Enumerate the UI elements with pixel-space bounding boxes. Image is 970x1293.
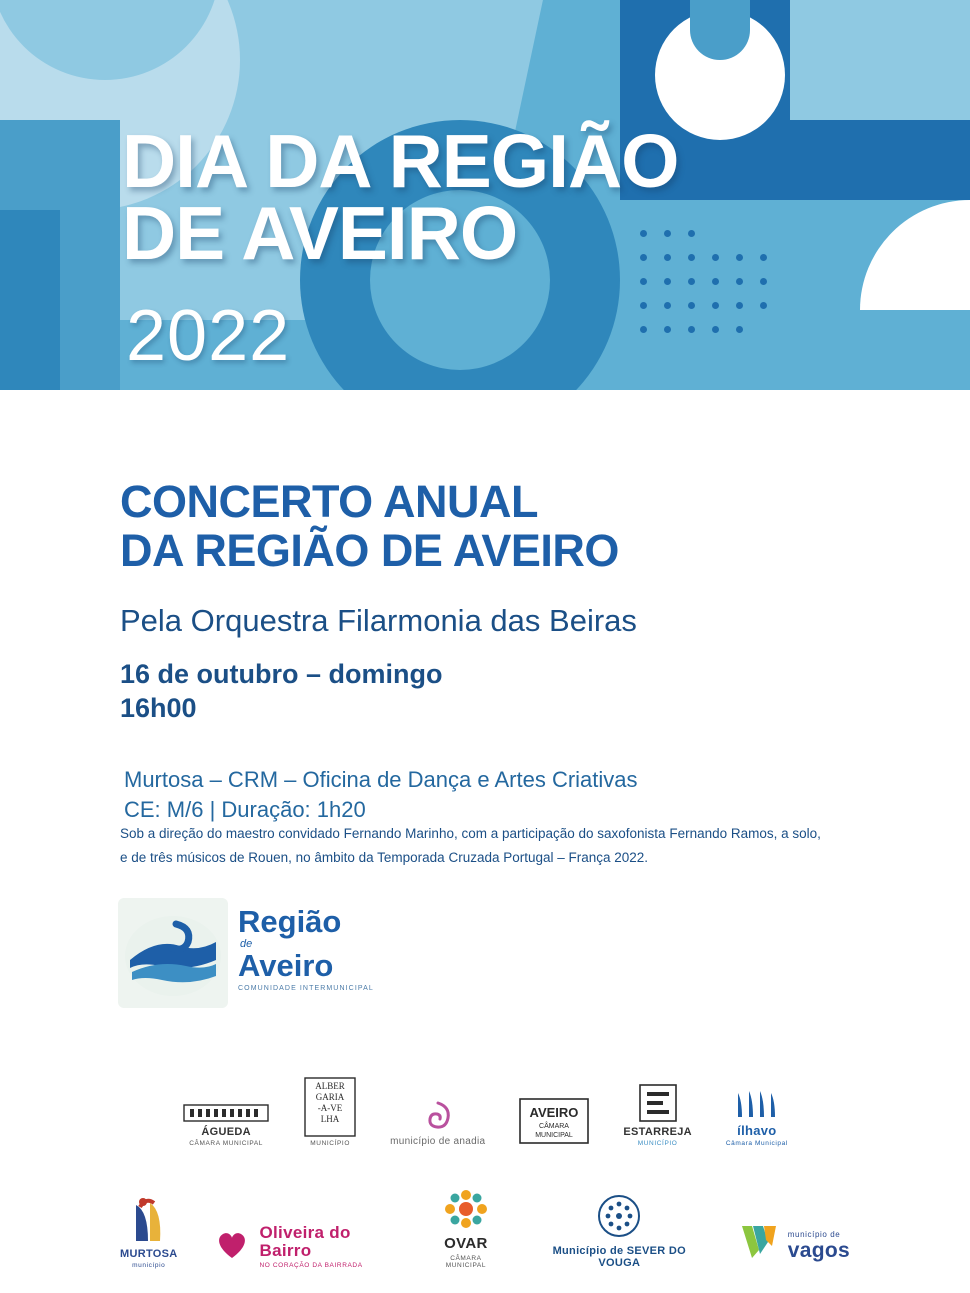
poster-header-banner	[0, 0, 970, 390]
svg-text:AVEIRO: AVEIRO	[529, 1105, 579, 1120]
banner-title-line2: DE AVEIRO	[122, 191, 518, 275]
cim-logo-mark	[118, 898, 228, 1008]
murtosa-name: MURTOSA	[120, 1247, 178, 1260]
partner-logo-ovar	[431, 1187, 501, 1269]
banner-title	[122, 119, 952, 275]
anadia-icon	[390, 1099, 485, 1133]
vagos-prefix: município de	[787, 1229, 841, 1239]
estarreja-icon	[623, 1089, 692, 1123]
cim-logo-wordmark	[238, 906, 388, 992]
decorative-right-block-light	[790, 0, 970, 120]
partner-logo-sever-do-vouga	[535, 1194, 704, 1269]
partner-logo-oliveira-do-bairro	[212, 1224, 397, 1269]
ovar-name: OVAR	[444, 1235, 488, 1253]
cim-name-aveiro: Aveiro	[238, 948, 334, 983]
vagos-name: vagos	[787, 1238, 850, 1262]
partner-row-2	[0, 1159, 970, 1269]
murtosa-sub: município	[132, 1261, 166, 1269]
svg-text:-A-VE: -A-VE	[317, 1102, 343, 1113]
svg-text:GARIA: GARIA	[315, 1091, 345, 1102]
svg-text:LHA: LHA	[320, 1113, 340, 1124]
ilhavo-icon	[726, 1087, 788, 1121]
event-subtitle: Pela Orquestra Filarmonia das Beiras	[120, 603, 637, 638]
estarreja-sub: MUNICÍPIO	[637, 1139, 678, 1147]
estarreja-name: ESTARREJA	[623, 1125, 692, 1138]
sever-do-vouga-name: Município de SEVER DO VOUGA	[552, 1244, 686, 1269]
banner-title-line1: DIA DA REGIÃO	[122, 119, 679, 203]
ovar-icon	[431, 1187, 501, 1233]
ilhavo-sub: Câmara Municipal	[725, 1139, 788, 1147]
partner-logo-aveiro	[519, 1105, 589, 1147]
agueda-icon	[182, 1089, 270, 1123]
partner-logo-albergaria-a-velha	[304, 1080, 356, 1147]
ovar-sub: CÂMARA MUNICIPAL	[445, 1254, 487, 1269]
partner-logo-anadia	[390, 1099, 485, 1147]
decorative-left-band-dark	[0, 210, 60, 390]
anadia-name: município de anadia	[390, 1136, 486, 1147]
agueda-name: ÁGUEDA	[201, 1125, 251, 1138]
partner-row-1	[0, 1055, 970, 1147]
cim-name-regiao: Região	[238, 904, 342, 939]
partner-logo-estarreja	[623, 1089, 692, 1147]
event-rating-duration: CE: M/6 | Duração: 1h20	[124, 796, 366, 822]
event-title	[120, 478, 920, 575]
event-title-line2: DA REGIÃO DE AVEIRO	[120, 524, 619, 576]
partner-logo-vagos	[738, 1220, 850, 1269]
oliveira-do-bairro-icon	[212, 1224, 252, 1269]
partner-logo-agueda	[182, 1089, 270, 1147]
oliveira-do-bairro-name: Oliveira do Bairro	[259, 1223, 351, 1261]
banner-year: 2022	[126, 296, 291, 376]
sever-do-vouga-icon	[535, 1194, 704, 1242]
svg-text:CÂMARA: CÂMARA	[539, 1123, 570, 1130]
oliveira-do-bairro-sub: NO CORAÇÃO DA BAIRRADA	[259, 1261, 363, 1269]
partner-logo-ilhavo	[726, 1087, 788, 1147]
cim-regiao-de-aveiro-logo	[118, 898, 378, 1008]
event-venue: Murtosa – CRM – Oficina de Dança e Artes Criativas	[124, 767, 638, 792]
agueda-sub: CÂMARA MUNICIPAL	[189, 1139, 264, 1147]
event-datetime	[120, 658, 443, 726]
event-note-line1: Sob a direção do maestro convidado Fernando Marinho, com a participação do saxofonista Fernando Ramos, a solo,	[120, 826, 821, 841]
event-time: 16h00	[120, 692, 197, 723]
vagos-icon	[738, 1220, 780, 1269]
event-note	[120, 822, 860, 869]
albergaria-sub: MUNICÍPIO	[310, 1139, 350, 1147]
partner-logos	[0, 1055, 970, 1285]
murtosa-icon	[120, 1193, 178, 1245]
svg-text:MUNICIPAL: MUNICIPAL	[535, 1132, 574, 1139]
aveiro-icon	[519, 1105, 589, 1144]
event-date: 16 de outubro – domingo	[120, 659, 443, 689]
albergaria-icon	[304, 1080, 356, 1137]
partner-logo-murtosa	[120, 1193, 178, 1269]
event-note-line2: e de três músicos de Rouen, no âmbito da Temporada Cruzada Portugal – França 2022.	[120, 849, 649, 865]
cim-name-connector: de	[240, 938, 253, 950]
event-venue-block	[124, 765, 638, 824]
decorative-right-half-circle	[690, 0, 750, 60]
event-title-line1: CONCERTO ANUAL	[120, 476, 538, 527]
cim-tagline: COMUNIDADE INTERMUNICIPAL	[238, 985, 374, 992]
ilhavo-name: ílhavo	[737, 1122, 777, 1138]
svg-text:ALBER: ALBER	[315, 1080, 345, 1091]
